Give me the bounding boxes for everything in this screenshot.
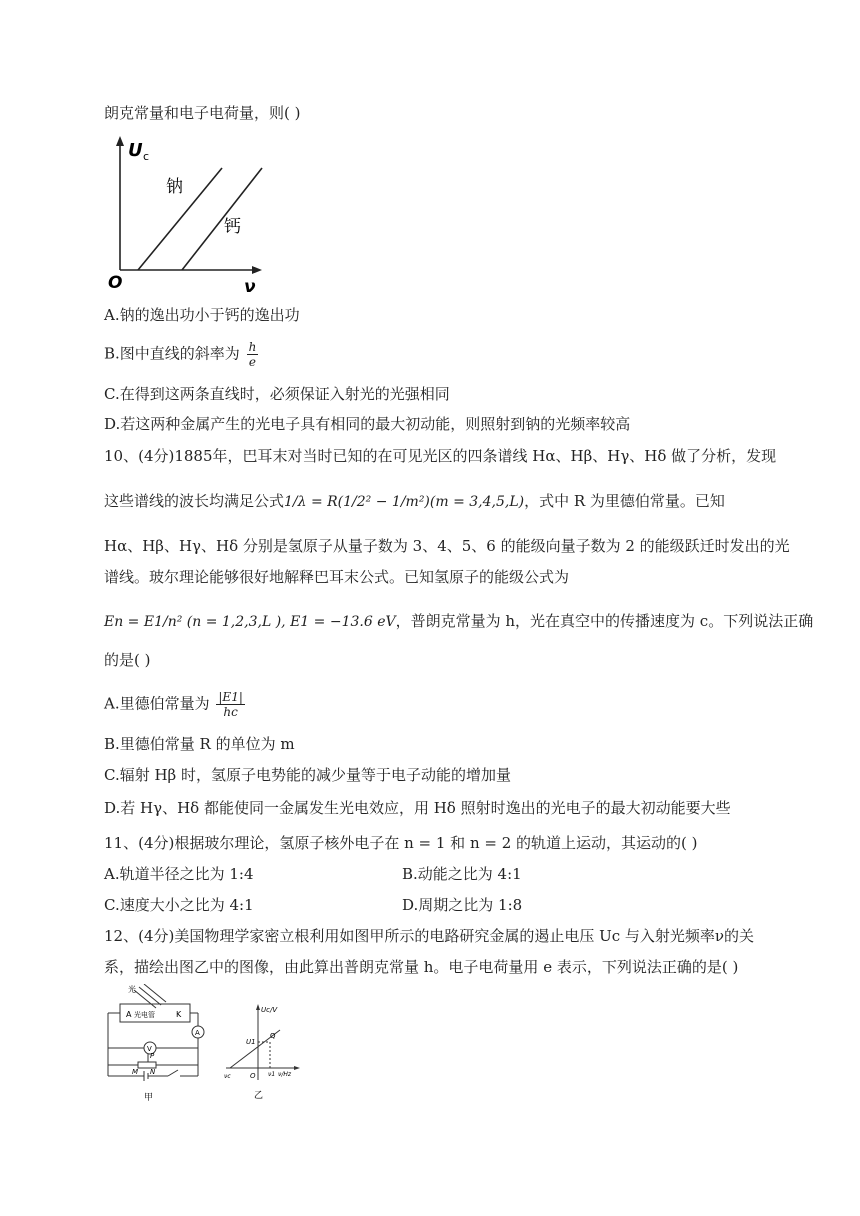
q11-option-b: B.动能之比为 4:1 xyxy=(402,865,522,883)
q9-x-label: ν xyxy=(244,277,256,294)
q10-line2-b: ，式中 R 为里德伯常量。已知 xyxy=(524,492,725,510)
q9-option-b-fraction xyxy=(247,340,259,369)
q9-option-c: C.在得到这两条直线时，必须保证入射光的光强相同 xyxy=(104,385,450,403)
q10-option-b: B.里德伯常量 R 的单位为 m xyxy=(104,735,295,753)
q9-option-b xyxy=(104,340,260,369)
q10-option-a-text: A.里德伯常量为 xyxy=(104,694,210,713)
graph-v1-label: ν1 xyxy=(268,1071,276,1078)
q9-graph xyxy=(104,134,274,294)
q9-label-calcium: 钙 xyxy=(224,217,241,237)
q11-option-a: A.轨道半径之比为 1:4 xyxy=(104,865,254,883)
q10-formula-energy: En = E1/n² (n = 1,2,3,L ), E1 = −13.6 eV xyxy=(104,614,396,630)
q12-line1: 12、(4分)美国物理学家密立根利用如图甲所示的电路研究金属的遏止电压 Uc 与入射光频率ν的关 xyxy=(104,927,755,945)
n-label: N xyxy=(150,1068,156,1076)
graph-u1-label: U1 xyxy=(246,1038,256,1046)
q10-line4: 谱线。玻尔理论能够很好地解释巴耳末公式。已知氢原子的能级公式为 xyxy=(104,568,570,586)
graph-x-label: ν/Hz xyxy=(278,1071,292,1078)
slider-p-label: P xyxy=(150,1052,155,1060)
q9-b-den: e xyxy=(248,355,256,369)
q11-option-c: C.速度大小之比为 4:1 xyxy=(104,896,254,914)
tube-anode-label: A xyxy=(126,1010,132,1019)
q10-option-c: C.辐射 Hβ 时，氢原子电势能的减少量等于电子动能的增加量 xyxy=(104,766,512,784)
graph-origin: O xyxy=(250,1072,256,1080)
q10-a-num: |E1| xyxy=(218,690,243,704)
q10-line3: Hα、Hβ、Hγ、Hδ 分别是氢原子从量子数为 3、4、5、6 的能级向量子数为 2 的能级跃迁时发出的光 xyxy=(104,537,790,555)
graph-y-label: Uc/V xyxy=(261,1006,278,1014)
q10-line5-b: ，普朗克常量为 h，光在真空中的传播速度为 c。下列说法正确 xyxy=(395,612,814,630)
q9-label-sodium: 钠 xyxy=(166,177,183,197)
q12-line2: 系，描绘出图乙中的图像，由此算出普朗克常量 h。电子电荷量用 e 表示，下列说法正确的是( ) xyxy=(104,958,739,976)
q9-origin: O xyxy=(108,273,123,293)
m-label: M xyxy=(132,1068,139,1076)
ammeter-label: A xyxy=(195,1029,200,1037)
q9-option-d: D.若这两种金属产生的光电子具有相同的最大初动能，则照射到钠的光频率较高 xyxy=(104,415,631,433)
light-ray-3 xyxy=(144,984,166,1002)
q9-y-arrow xyxy=(116,136,124,146)
q10-option-a xyxy=(104,690,247,719)
light-ray-1 xyxy=(134,990,156,1008)
q10-option-d: D.若 Hγ、Hδ 都能使同一金属发生光电效应，用 Hδ 照射时逸出的光电子的最大初动能要大些 xyxy=(104,799,731,817)
q9-line-calcium xyxy=(182,168,262,270)
voltmeter-label: V xyxy=(147,1045,152,1053)
q10-line5 xyxy=(104,611,813,632)
q9-stem: 朗克常量和电子电荷量，则( ) xyxy=(104,104,301,122)
switch xyxy=(168,1070,178,1076)
tube-label: 光电管 xyxy=(134,1011,155,1019)
light-ray-2 xyxy=(139,987,161,1005)
tube-cathode-label: K xyxy=(176,1010,182,1019)
q11-option-d: D.周期之比为 1:8 xyxy=(402,896,523,914)
q10-a-den: hc xyxy=(223,705,238,719)
light-label: 光 xyxy=(128,985,136,994)
q9-y-label: U xyxy=(128,140,143,161)
q9-option-b-text: B.图中直线的斜率为 xyxy=(104,344,240,363)
q11-stem: 11、(4分)根据玻尔理论，氢原子核外电子在 n = 1 和 n = 2 的轨道上运动，其运动的( ) xyxy=(104,834,698,852)
q9-x-arrow xyxy=(252,266,262,274)
figure-a-caption: 甲 xyxy=(144,1093,154,1103)
q10-formula-balmer: 1/λ = R(1/2² − 1/m²)(m = 3,4,5,L) xyxy=(284,494,525,510)
q12-figure-circuit xyxy=(104,984,214,1104)
graph-q-label: Q xyxy=(270,1032,276,1040)
q10-option-a-fraction xyxy=(216,690,244,719)
q10-line2-a: 这些谱线的波长均满足公式 xyxy=(104,492,285,510)
q9-b-num: h xyxy=(248,340,257,354)
q12-figure-graph xyxy=(222,1002,302,1104)
q10-line1: 10、(4分)1885年，巴耳末对当时已知的在可见光区的四条谱线 Hα、Hβ、Hγ、Hδ 做了分析，发现 xyxy=(104,447,777,465)
figure-b-caption: 乙 xyxy=(254,1091,264,1101)
q9-option-a: A.钠的逸出功小于钙的逸出功 xyxy=(104,306,300,324)
q9-y-sub: c xyxy=(143,150,150,163)
graph-vc-label: νc xyxy=(224,1073,231,1080)
q10-line6: 的是( ) xyxy=(104,651,151,669)
q10-line2 xyxy=(104,491,725,512)
